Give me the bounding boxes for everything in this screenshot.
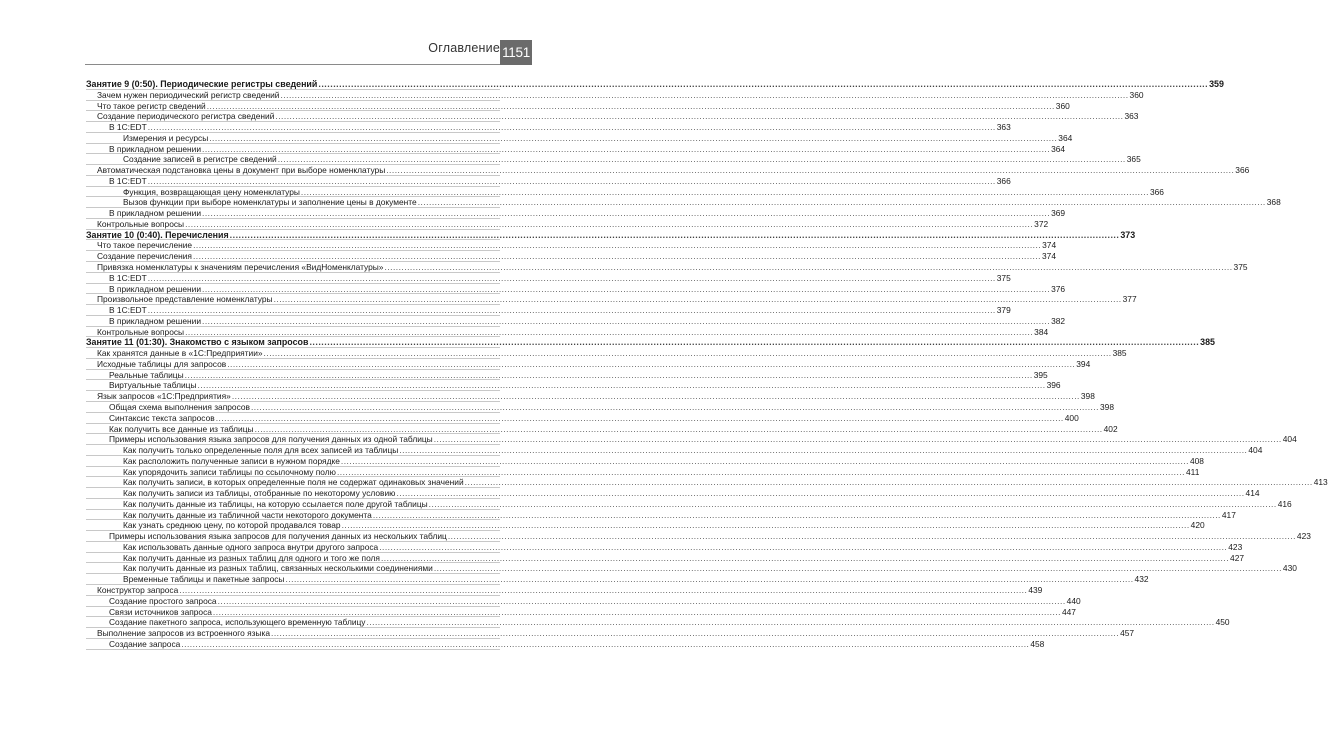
toc-leader-dots: ............................................................................................................................................................................................................................................................................................................ [206,100,1055,111]
toc-leader-dots: ............................................................................................................................................................................................................................................................................................................ [396,488,1245,499]
toc-entry-page: 398 [1080,391,1095,402]
toc-entry[interactable] [86,272,1011,284]
toc-entry-title: Как получить записи, в которых определенные поля не содержат одинаковых значений [123,477,464,488]
toc-leader-dots: ............................................................................................................................................................................................................................................................................................................ [271,628,1120,639]
toc-entry-page: 363 [1124,111,1139,122]
toc-entry-title: Что такое перечисление [97,240,193,251]
toc-leader-dots: ............................................................................................................................................................................................................................................................................................................ [277,154,1126,165]
toc-leader-dots: ............................................................................................................................................................................................................................................................................................................ [340,455,1189,466]
toc-entry[interactable] [86,122,1011,133]
toc-entry-page: 394 [1076,358,1091,369]
toc-entry-title: Синтаксис текста запросов [109,412,215,423]
toc-entry[interactable] [86,315,1066,327]
toc-leader-dots: ............................................................................................................................................................................................................................................................................................................ [193,240,1042,251]
toc-entry-title: Создание записей в регистре сведений [123,154,277,165]
toc-leader-dots: ............................................................................................................................................................................................................................................................................................................ [464,477,1313,488]
toc-leader-dots: ............................................................................................................................................................................................................................................................................................................ [254,423,1103,434]
toc-entry-title: Что такое регистр сведений [97,100,206,111]
toc-entry-page: 366 [1149,186,1164,197]
toc-entry[interactable] [86,369,1048,381]
toc-leader-dots: ............................................................................................................................................................................................................................................................................................................ [433,563,1282,574]
toc-entry-page: 423 [1228,541,1243,552]
toc-entry-title: Как получить данные из разных таблиц для одного и того же поля [123,552,380,563]
toc-leader-dots: ............................................................................................................................................................................................................................................................................................................ [366,617,1215,628]
page-header [0,37,600,63]
table-of-contents [86,79,1328,650]
header-rule [85,64,500,65]
toc-entry[interactable] [86,477,1328,488]
toc-leader-dots: ............................................................................................................................................................................................................................................................................................................ [185,218,1034,229]
toc-entry-page: 416 [1277,498,1292,509]
toc-entry[interactable] [86,348,1127,359]
toc-entry[interactable] [86,283,1066,295]
toc-entry[interactable] [86,584,1043,596]
toc-entry[interactable] [86,531,1311,542]
toc-entry-title: В прикладном решении [109,315,202,326]
toc-leader-dots: ............................................................................................................................................................................................................................................................................................................ [202,283,1051,294]
toc-leader-dots: ............................................................................................................................................................................................................................................................................................................ [192,251,1042,262]
toc-entry-title: Как узнать среднюю цену, по которой продавался товар [123,520,341,531]
toc-entry-page: 364 [1058,132,1073,143]
toc-entry-title: В 1C:EDT [109,272,147,283]
toc-leader-dots: ............................................................................................................................................................................................................................................................................................................ [447,531,1296,542]
toc-entry-page: 375 [1233,262,1248,273]
toc-leader-dots: ............................................................................................................................................................................................................................................................................................................ [212,606,1061,617]
toc-entry-title: Примеры использования языка запросов для получения данных из нескольких таблиц [109,531,447,542]
toc-entry-title: В 1C:EDT [109,175,147,186]
toc-entry[interactable] [86,380,1061,391]
toc-entry-title: Создание простого запроса [109,595,217,606]
toc-entry-page: 404 [1282,434,1297,445]
toc-entry[interactable] [86,240,1057,251]
toc-entry-page: 398 [1100,401,1114,412]
toc-leader-dots: ............................................................................................................................................................................................................................................................................................................ [229,229,1120,240]
toc-entry[interactable] [86,391,1095,402]
toc-leader-dots: ............................................................................................................................................................................................................................................................................................................ [179,584,1028,595]
toc-entry-title: Как получить записи из таблицы, отобранные по некоторому условию [123,488,396,499]
toc-leader-dots: ............................................................................................................................................................................................................................................................................................................ [231,391,1080,402]
toc-leader-dots: ............................................................................................................................................................................................................................................................................................................ [372,509,1221,520]
toc-entry-page: 450 [1215,617,1230,628]
toc-entry[interactable] [86,606,1076,618]
toc-entry-page: 360 [1129,89,1144,100]
toc-leader-dots: ............................................................................................................................................................................................................................................................................................................ [318,79,1209,89]
toc-entry-page: 374 [1042,251,1056,262]
toc-entry-page: 411 [1186,466,1200,477]
toc-entry-title: Как упорядочить записи таблицы по ссылочному полю [123,466,336,477]
toc-entry-title: В 1C:EDT [109,305,147,316]
toc-entry-page: 360 [1055,100,1070,111]
toc-entry[interactable] [86,628,1135,639]
toc-entry-title: В прикладном решении [109,143,202,154]
toc-entry-page: 384 [1034,326,1049,337]
toc-leader-dots: ............................................................................................................................................................................................................................................................................................................ [428,498,1277,509]
toc-entry[interactable] [86,638,1045,650]
toc-entry-title: Язык запросов «1С:Предприятия» [97,391,231,402]
toc-entry[interactable] [86,466,1200,478]
toc-entry-title: Как использовать данные одного запроса внутри другого запроса [123,541,379,552]
toc-entry[interactable] [86,305,1011,316]
toc-entry-title: В прикладном решении [109,208,202,219]
toc-entry-title: Создание перечисления [97,251,192,262]
toc-entry-page: 402 [1103,423,1118,434]
toc-entry[interactable] [86,262,1248,273]
toc-entry-page: 372 [1034,218,1049,229]
toc-entry-title: Как получить данные из разных таблиц, связанных несколькими соединениями [123,563,433,574]
toc-entry-title: В прикладном решении [109,283,202,294]
toc-entry-page: 364 [1051,143,1066,154]
toc-entry[interactable] [86,294,1137,305]
toc-entry-title: Контрольные вопросы [97,218,185,229]
toc-entry-title: Произвольное представление номенклатуры [97,294,273,305]
toc-entry-page: 439 [1028,584,1043,595]
toc-entry[interactable] [86,423,1118,435]
toc-entry[interactable] [86,434,1297,445]
toc-entry[interactable] [86,401,1114,413]
toc-leader-dots: ............................................................................................................................................................................................................................................................................................................ [217,595,1066,606]
toc-leader-dots: ............................................................................................................................................................................................................................................................................................................ [341,520,1190,531]
toc-entry-page: 385 [1200,337,1215,348]
toc-leader-dots: ............................................................................................................................................................................................................................................................................................................ [181,638,1030,649]
toc-entry[interactable] [86,165,1250,176]
toc-entry-title: Как получить данные из табличной части некоторого документа [123,509,372,520]
toc-entry[interactable] [86,218,1049,230]
toc-entry-page: 366 [1235,165,1250,176]
toc-entry-title: Временные таблицы и пакетные запросы [123,574,285,585]
toc-entry[interactable] [86,488,1260,499]
toc-leader-dots: ............................................................................................................................................................................................................................................................................................................ [197,380,1046,391]
toc-entry-title: Вызов функции при выборе номенклатуры и заполнение цены в документе [123,197,417,208]
toc-leader-dots: ............................................................................................................................................................................................................................................................................................................ [433,434,1282,445]
toc-leader-dots: ............................................................................................................................................................................................................................................................................................................ [184,369,1033,380]
toc-leader-dots: ............................................................................................................................................................................................................................................................................................................ [215,412,1064,423]
toc-leader-dots: ............................................................................................................................................................................................................................................................................................................ [202,208,1051,219]
toc-entry[interactable] [86,445,1263,456]
toc-chapter-entry[interactable] [86,337,1215,348]
toc-entry-title: Как хранятся данные в «1С:Предприятии» [97,348,263,359]
toc-leader-dots: ............................................................................................................................................................................................................................................................................................................ [202,315,1051,326]
toc-entry-title: Виртуальные таблицы [109,380,197,391]
toc-entry[interactable] [86,520,1205,531]
toc-entry-title: Исходные таблицы для запросов [97,358,227,369]
toc-chapter-entry[interactable] [86,229,1136,241]
toc-entry[interactable] [86,89,1144,101]
toc-entry-title: В 1C:EDT [109,122,147,133]
toc-leader-dots: ............................................................................................................................................................................................................................................................................................................ [285,574,1134,585]
toc-entry-title: Как получить все данные из таблицы [109,423,254,434]
toc-entry[interactable] [86,111,1139,122]
toc-leader-dots: ............................................................................................................................................................................................................................................................................................................ [209,132,1058,143]
toc-entry-title: Привязка номенклатуры к значениям перечисления «ВидНоменклатуры» [97,262,384,273]
toc-entry-page: 363 [996,122,1011,133]
toc-entry-page: 376 [1051,283,1066,294]
toc-entry-page: 427 [1230,552,1245,563]
toc-entry[interactable] [86,509,1236,521]
toc-leader-dots: ............................................................................................................................................................................................................................................................................................................ [202,143,1051,154]
toc-entry-title: Занятие 9 (0:50). Периодические регистры сведений [86,79,318,89]
toc-entry-page: 400 [1064,412,1079,423]
header-title: Оглавление [428,41,500,55]
toc-entry-title: Создание запроса [109,638,181,649]
toc-entry-title: Зачем нужен периодический регистр сведений [97,89,280,100]
toc-entry-page: 440 [1066,595,1081,606]
toc-entry-title: Как расположить полученные записи в нужном порядке [123,455,340,466]
toc-entry-page: 430 [1282,563,1297,574]
toc-entry-page: 366 [996,175,1011,186]
toc-entry-title: Автоматическая подстановка цены в документ при выборе номенклатуры [97,165,386,176]
toc-leader-dots: ............................................................................................................................................................................................................................................................................................................ [273,294,1122,305]
toc-entry[interactable] [86,197,1281,208]
toc-entry[interactable] [86,143,1066,155]
toc-entry[interactable] [86,154,1141,165]
toc-entry-page: 373 [1120,229,1136,240]
toc-entry[interactable] [86,412,1079,424]
toc-entry-title: Общая схема выполнения запросов [109,401,250,412]
toc-entry[interactable] [86,132,1073,144]
toc-entry-page: 368 [1266,197,1281,208]
toc-entry-title: Контрольные вопросы [97,326,185,337]
toc-entry-page: 458 [1030,638,1045,649]
toc-entry-title: Создание пакетного запроса, использующего временную таблицу [109,617,366,628]
toc-leader-dots: ............................................................................................................................................................................................................................................................................................................ [147,305,996,316]
toc-entry-title: Конструктор запроса [97,584,179,595]
toc-entry-title: Измерения и ресурсы [123,132,209,143]
toc-entry[interactable] [86,617,1230,628]
toc-leader-dots: ............................................................................................................................................................................................................................................................................................................ [300,186,1149,197]
toc-leader-dots: ............................................................................................................................................................................................................................................................................................................ [147,272,996,283]
toc-entry[interactable] [86,326,1049,338]
toc-entry[interactable] [86,595,1081,607]
toc-entry[interactable] [86,208,1066,219]
toc-entry-page: 395 [1033,369,1048,380]
toc-leader-dots: ............................................................................................................................................................................................................................................................................................................ [147,122,996,133]
toc-entry-page: 385 [1112,348,1127,359]
toc-entry[interactable] [86,541,1243,553]
toc-leader-dots: ............................................................................................................................................................................................................................................................................................................ [147,175,996,186]
toc-entry[interactable] [86,358,1091,370]
toc-entry-title: Занятие 11 (01:30). Знакомство с языком запросов [86,337,309,348]
toc-entry-page: 408 [1189,455,1204,466]
toc-leader-dots: ............................................................................................................................................................................................................................................................................................................ [227,358,1076,369]
toc-leader-dots: ............................................................................................................................................................................................................................................................................................................ [280,89,1129,100]
toc-entry[interactable] [86,186,1164,198]
toc-entry-page: 404 [1248,445,1263,456]
page-number-badge: 1151 [500,40,532,65]
toc-entry-page: 413 [1313,477,1328,488]
toc-entry-title: Реальные таблицы [109,369,184,380]
toc-entry[interactable] [86,552,1245,564]
toc-entry-page: 432 [1134,574,1149,585]
toc-entry-page: 375 [996,272,1011,283]
toc-entry-page: 447 [1061,606,1076,617]
toc-entry-title: Функция, возвращающая цену номенклатуры [123,186,300,197]
toc-entry-page: 414 [1245,488,1260,499]
toc-entry[interactable] [86,498,1292,510]
toc-leader-dots: ............................................................................................................................................................................................................................................................................................................ [379,541,1228,552]
toc-entry-page: 420 [1190,520,1205,531]
toc-leader-dots: ............................................................................................................................................................................................................................................................................................................ [263,348,1112,359]
toc-entry-page: 369 [1051,208,1066,219]
toc-entry[interactable] [86,100,1070,112]
toc-entry[interactable] [86,455,1204,467]
toc-entry-title: Занятие 10 (0:40). Перечисления [86,229,229,240]
toc-entry-page: 423 [1296,531,1311,542]
toc-leader-dots: ............................................................................................................................................................................................................................................................................................................ [275,111,1124,122]
toc-entry[interactable] [86,563,1297,574]
toc-entry-page: 396 [1046,380,1061,391]
toc-entry-title: Связи источников запроса [109,606,212,617]
toc-leader-dots: ............................................................................................................................................................................................................................................................................................................ [336,466,1185,477]
toc-entry[interactable] [86,175,1011,187]
toc-leader-dots: ............................................................................................................................................................................................................................................................................................................ [309,337,1200,348]
toc-entry-title: Создание периодического регистра сведений [97,111,275,122]
toc-leader-dots: ............................................................................................................................................................................................................................................................................................................ [399,445,1248,456]
toc-leader-dots: ............................................................................................................................................................................................................................................................................................................ [185,326,1034,337]
toc-entry[interactable] [86,574,1149,585]
toc-entry-page: 417 [1221,509,1236,520]
toc-entry-page: 457 [1120,628,1135,639]
toc-entry[interactable] [86,251,1056,262]
toc-chapter-entry[interactable] [86,79,1224,90]
toc-leader-dots: ............................................................................................................................................................................................................................................................................................................ [250,401,1100,412]
toc-entry-title: Как получить только определенные поля для всех записей из таблицы [123,445,399,456]
toc-entry-page: 365 [1126,154,1141,165]
toc-entry-page: 382 [1051,315,1066,326]
toc-entry-page: 379 [996,305,1011,316]
toc-entry-page: 374 [1042,240,1057,251]
toc-entry-page: 377 [1122,294,1137,305]
toc-leader-dots: ............................................................................................................................................................................................................................................................................................................ [417,197,1266,208]
toc-entry-title: Примеры использования языка запросов для получения данных из одной таблицы [109,434,433,445]
toc-entry-title: Выполнение запросов из встроенного языка [97,628,270,639]
toc-entry-title: Как получить данные из таблицы, на которую ссылается поле другой таблицы [123,498,428,509]
toc-entry-page: 359 [1209,79,1224,89]
toc-leader-dots: ............................................................................................................................................................................................................................................................................................................ [384,262,1233,273]
toc-leader-dots: ............................................................................................................................................................................................................................................................................................................ [380,552,1230,563]
toc-leader-dots: ............................................................................................................................................................................................................................................................................................................ [386,165,1235,176]
